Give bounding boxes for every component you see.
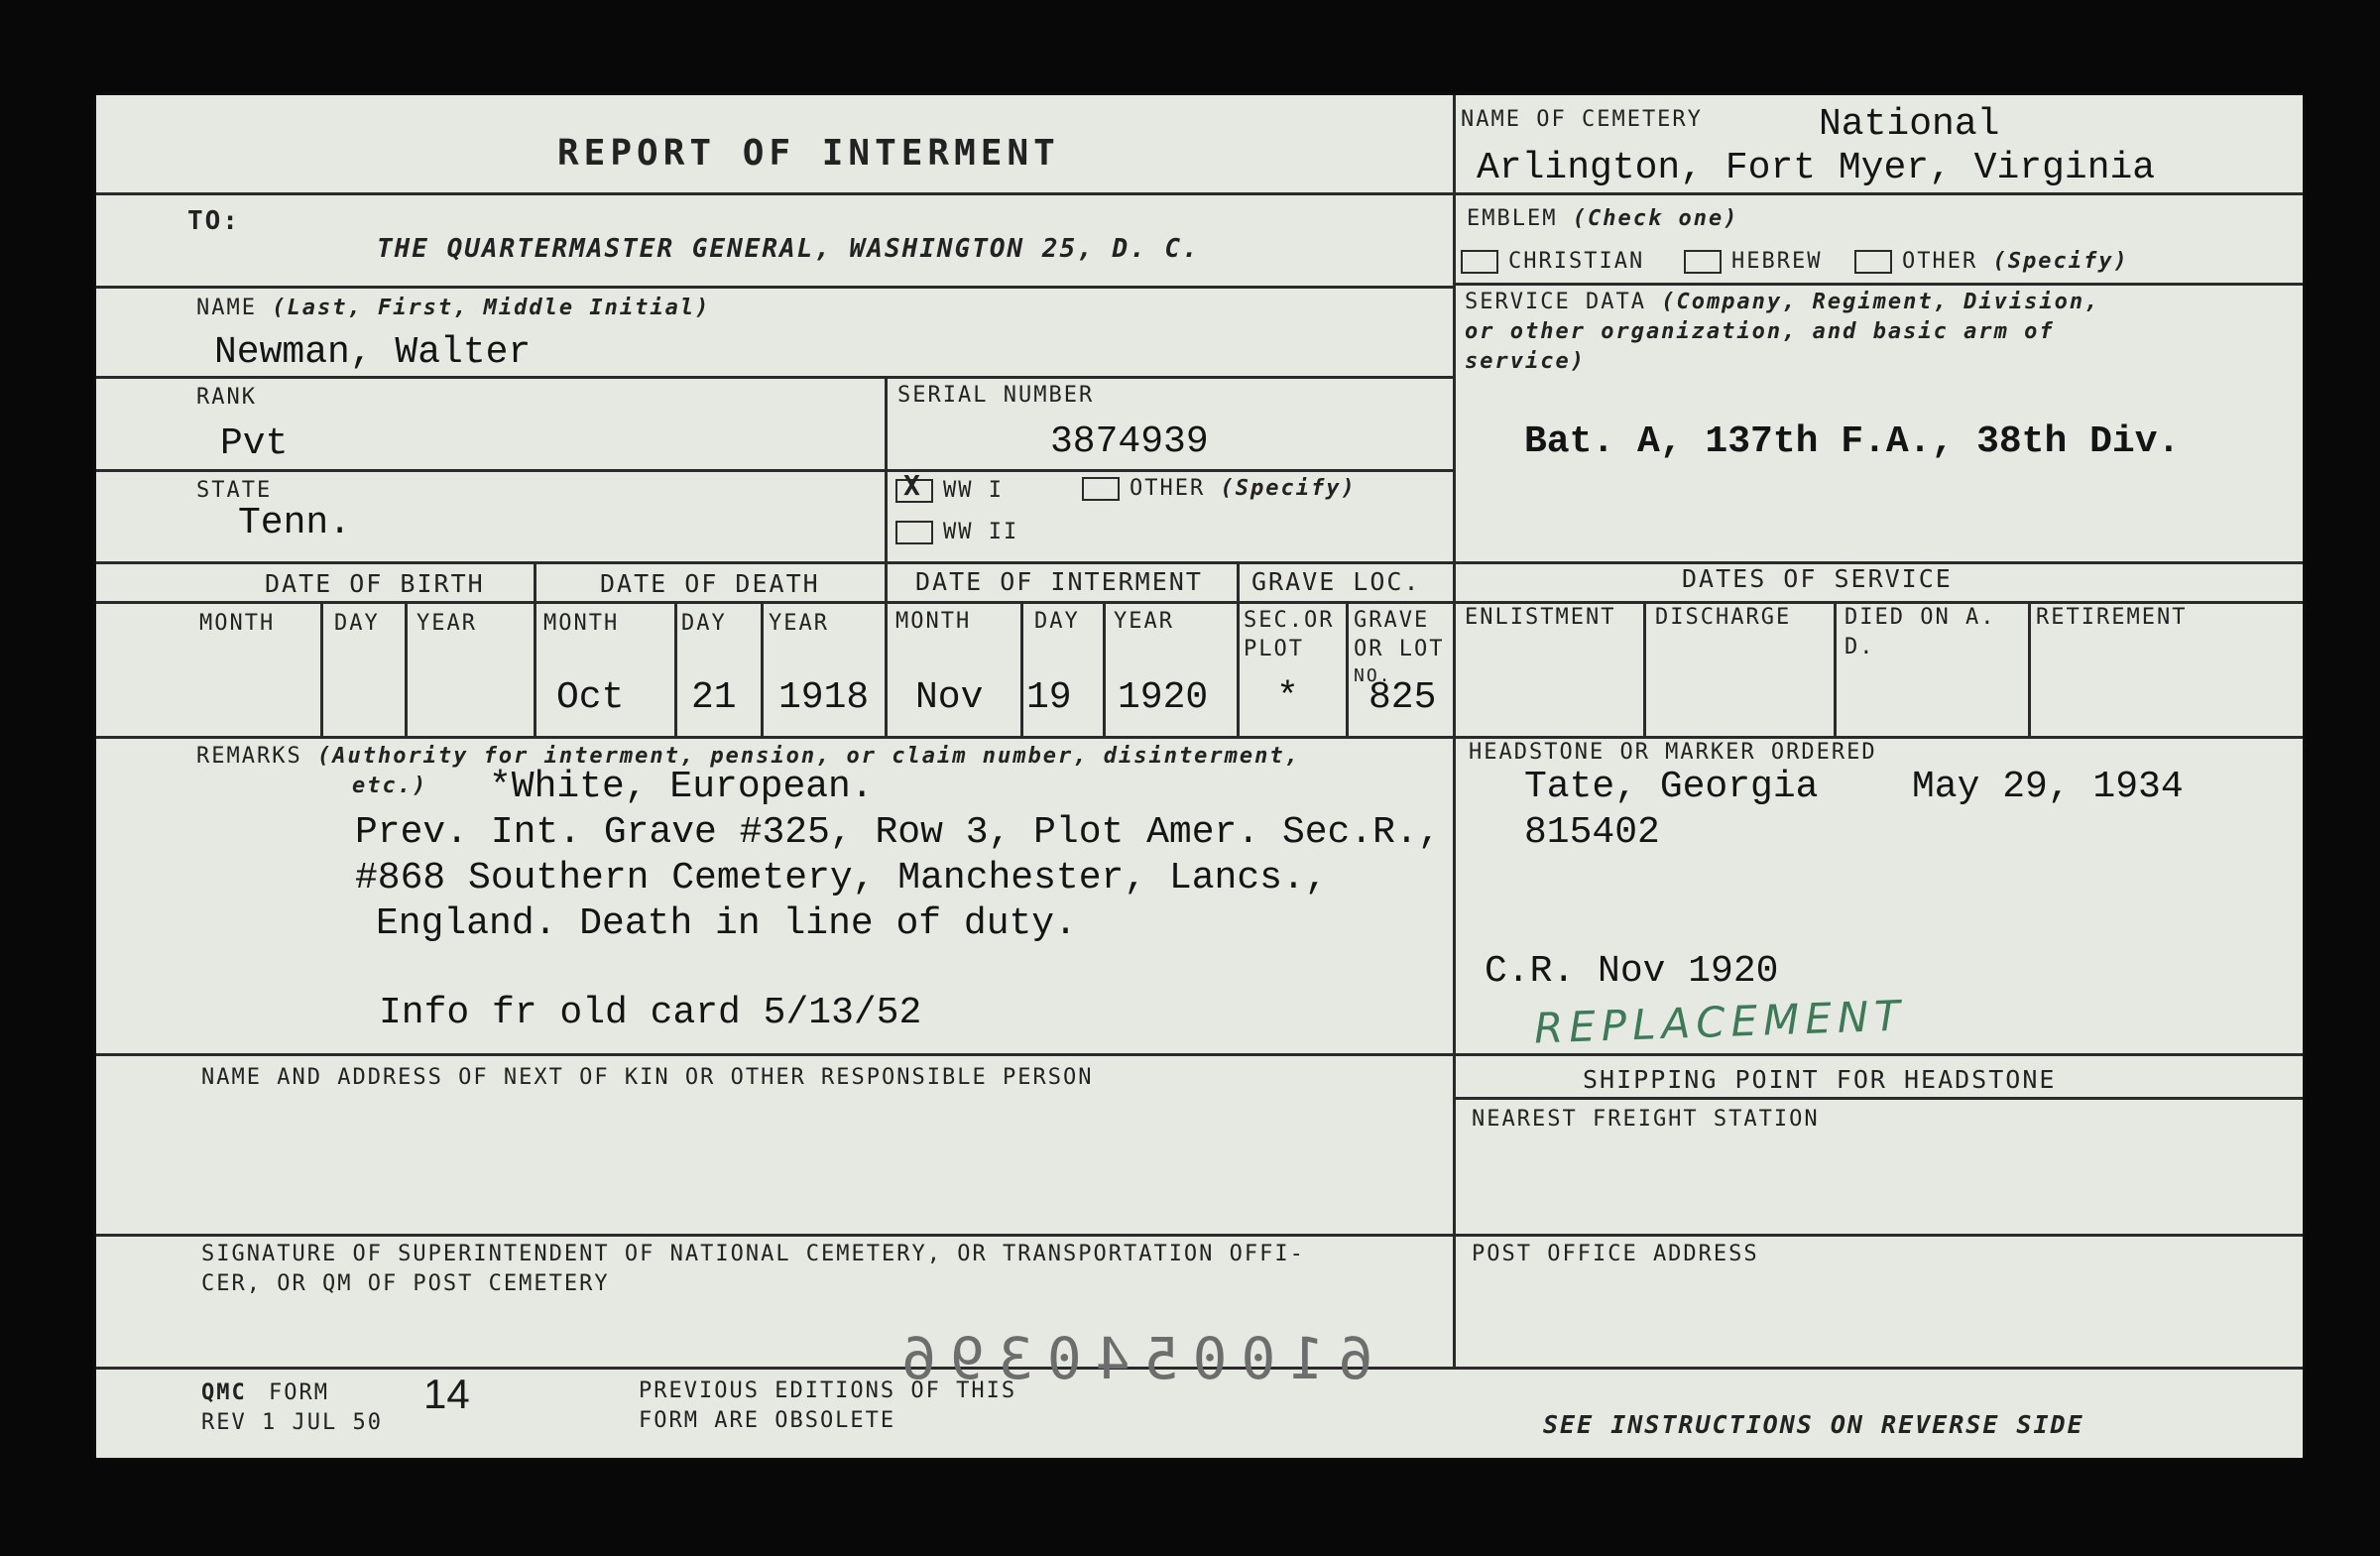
rule bbox=[96, 736, 2303, 739]
post-office-label: POST OFFICE ADDRESS bbox=[1472, 1242, 1759, 1266]
rank-label: RANK bbox=[196, 385, 257, 410]
rule bbox=[96, 601, 2303, 604]
to-value: THE QUARTERMASTER GENERAL, WASHINGTON 25, D. C. bbox=[377, 234, 1200, 264]
rule bbox=[96, 192, 1453, 195]
checkbox-icon bbox=[1461, 250, 1498, 274]
rule bbox=[2028, 601, 2031, 736]
rule bbox=[885, 561, 888, 736]
remarks-line-5: Info fr old card 5/13/52 bbox=[379, 992, 922, 1034]
dob-day-label: DAY bbox=[334, 611, 380, 636]
death-day: 21 bbox=[691, 676, 737, 719]
rule bbox=[1453, 283, 2303, 286]
form-title: REPORT OF INTERMENT bbox=[557, 133, 1060, 174]
death-year: 1918 bbox=[778, 676, 870, 719]
dob-year-label: YEAR bbox=[416, 611, 477, 636]
rank-value: Pvt bbox=[220, 422, 289, 465]
grave-loc-header: GRAVE LOC. bbox=[1251, 567, 1421, 596]
kin-label: NAME AND ADDRESS OF NEXT OF KIN OR OTHER RESPONSIBLE PERSON bbox=[201, 1065, 1094, 1090]
to-label: TO: bbox=[187, 206, 240, 236]
signature-label-1: SIGNATURE OF SUPERINTENDENT OF NATIONAL CEMETERY, OR TRANSPORTATION OFFI- bbox=[201, 1242, 1305, 1266]
remarks-line-1: *White, European. bbox=[489, 766, 874, 808]
checkbox-checked-icon: X bbox=[895, 479, 933, 503]
rule bbox=[405, 601, 408, 736]
name-label: NAME (Last, First, Middle Initial) bbox=[196, 296, 711, 320]
doi-header: DATE OF INTERMENT bbox=[915, 567, 1203, 596]
rule bbox=[1453, 1053, 2303, 1056]
remarks-line-2: Prev. Int. Grave #325, Row 3, Plot Amer. Sec.R., bbox=[355, 811, 1441, 854]
died-label: DIED ON A. bbox=[1844, 605, 1996, 630]
interment-month: Nov bbox=[915, 676, 984, 719]
checkbox-icon bbox=[1854, 250, 1892, 274]
name-value: Newman, Walter bbox=[214, 331, 532, 374]
prev-editions-2: FORM ARE OBSOLETE bbox=[639, 1408, 896, 1433]
rule bbox=[96, 1053, 1453, 1056]
dod-day-label: DAY bbox=[681, 611, 727, 636]
rule bbox=[885, 376, 888, 561]
section-value: * bbox=[1276, 676, 1299, 719]
rule bbox=[761, 601, 764, 736]
instructions-note: SEE INSTRUCTIONS ON REVERSE SIDE bbox=[1543, 1410, 2084, 1439]
rule bbox=[1453, 192, 2303, 195]
remarks-line-3: #868 Southern Cemetery, Manchester, Lancs., bbox=[355, 857, 1328, 899]
doi-day-label: DAY bbox=[1034, 609, 1080, 634]
discharge-label: DISCHARGE bbox=[1655, 605, 1792, 630]
emblem-christian-checkbox[interactable]: CHRISTIAN bbox=[1461, 249, 1644, 274]
emblem-other-checkbox[interactable]: OTHER (Specify) bbox=[1854, 249, 2129, 274]
sec-label: SEC.OR bbox=[1244, 608, 1335, 633]
interment-year: 1920 bbox=[1118, 676, 1209, 719]
headstone-label: HEADSTONE OR MARKER ORDERED bbox=[1469, 740, 1877, 765]
retirement-label: RETIREMENT bbox=[2036, 605, 2188, 630]
service-hint-2: or other organization, and basic arm of bbox=[1465, 319, 2055, 344]
rule bbox=[1453, 95, 1456, 1367]
doi-month-label: MONTH bbox=[895, 609, 972, 634]
dod-header: DATE OF DEATH bbox=[600, 569, 820, 598]
ww2-checkbox[interactable]: WW II bbox=[895, 520, 1018, 544]
headstone-number: 815402 bbox=[1524, 811, 1660, 854]
form-number: 14 bbox=[423, 1371, 470, 1417]
rule bbox=[96, 1234, 2303, 1237]
rev-label: REV 1 JUL 50 bbox=[201, 1410, 383, 1435]
prev-editions-1: PREVIOUS EDITIONS OF THIS bbox=[639, 1378, 1017, 1403]
inverted-stamp-number: 6100540396 bbox=[888, 1325, 1373, 1392]
death-month: Oct bbox=[556, 676, 625, 719]
rule bbox=[96, 469, 1453, 472]
service-hint-3: service) bbox=[1465, 349, 1586, 374]
rule bbox=[1834, 601, 1837, 736]
service-value: Bat. A, 137th F.A., 38th Div. bbox=[1524, 420, 2181, 463]
checkbox-icon bbox=[895, 521, 933, 544]
interment-card bbox=[96, 95, 2303, 1458]
form-label: FORM bbox=[269, 1380, 329, 1405]
emblem-label: EMBLEM (Check one) bbox=[1467, 206, 1739, 231]
state-label: STATE bbox=[196, 478, 273, 503]
rule bbox=[96, 561, 2303, 564]
no-label: NO. bbox=[1354, 665, 1392, 686]
shipping-label: SHIPPING POINT FOR HEADSTONE bbox=[1583, 1065, 2057, 1094]
headstone-date: May 29, 1934 bbox=[1912, 766, 2184, 808]
ww1-checkbox[interactable]: X WW I bbox=[895, 478, 1004, 503]
dates-of-service-header: DATES OF SERVICE bbox=[1682, 564, 1953, 593]
signature-label-2: CER, OR QM OF POST CEMETERY bbox=[201, 1271, 610, 1296]
or-lot-label: OR LOT bbox=[1354, 637, 1445, 661]
dob-header: DATE OF BIRTH bbox=[265, 569, 485, 598]
rule bbox=[1020, 601, 1023, 736]
interment-day: 19 bbox=[1026, 676, 1072, 719]
freight-label: NEAREST FREIGHT STATION bbox=[1472, 1107, 1820, 1132]
dod-month-label: MONTH bbox=[543, 611, 620, 636]
checkbox-icon bbox=[1684, 250, 1722, 274]
rule bbox=[1346, 601, 1349, 736]
remarks-hint-2: etc.) bbox=[352, 774, 428, 798]
replacement-stamp: REPLACEMENT bbox=[1533, 991, 1907, 1053]
rule bbox=[534, 561, 536, 736]
rule bbox=[674, 601, 677, 736]
rule bbox=[1643, 601, 1646, 736]
doi-year-label: YEAR bbox=[1114, 609, 1174, 634]
rule bbox=[320, 601, 323, 736]
emblem-hebrew-checkbox[interactable]: HEBREW bbox=[1684, 249, 1822, 274]
cemetery-line2: Arlington, Fort Myer, Virginia bbox=[1477, 147, 2156, 189]
grave-value: 825 bbox=[1368, 676, 1437, 719]
rule bbox=[96, 286, 1453, 289]
died-label-2: D. bbox=[1844, 635, 1875, 659]
service-label: SERVICE DATA (Company, Regiment, Division, bbox=[1465, 290, 2100, 314]
serial-label: SERIAL NUMBER bbox=[897, 383, 1095, 408]
rule bbox=[1237, 561, 1240, 736]
dod-year-label: YEAR bbox=[769, 611, 829, 636]
qmc-label: QMC bbox=[201, 1380, 247, 1405]
cr-value: C.R. Nov 1920 bbox=[1485, 950, 1779, 993]
checkbox-icon bbox=[1082, 477, 1120, 501]
plot-label: PLOT bbox=[1244, 637, 1304, 661]
rule bbox=[1103, 601, 1106, 736]
state-value: Tenn. bbox=[238, 502, 352, 544]
headstone-place: Tate, Georgia bbox=[1524, 766, 1819, 808]
rule bbox=[96, 376, 1453, 379]
other-war-checkbox[interactable]: OTHER (Specify) bbox=[1082, 476, 1357, 501]
enlistment-label: ENLISTMENT bbox=[1465, 605, 1616, 630]
remarks-line-4: England. Death in line of duty. bbox=[376, 902, 1077, 945]
cemetery-line1: National bbox=[1819, 103, 2000, 146]
serial-value: 3874939 bbox=[1050, 420, 1209, 463]
cemetery-label: NAME OF CEMETERY bbox=[1461, 107, 1703, 132]
remarks-label: REMARKS (Authority for interment, pension, or claim number, disinterment, bbox=[196, 744, 1300, 769]
rule bbox=[1453, 1097, 2303, 1100]
grave-label: GRAVE bbox=[1354, 608, 1430, 633]
dob-month-label: MONTH bbox=[199, 611, 276, 636]
